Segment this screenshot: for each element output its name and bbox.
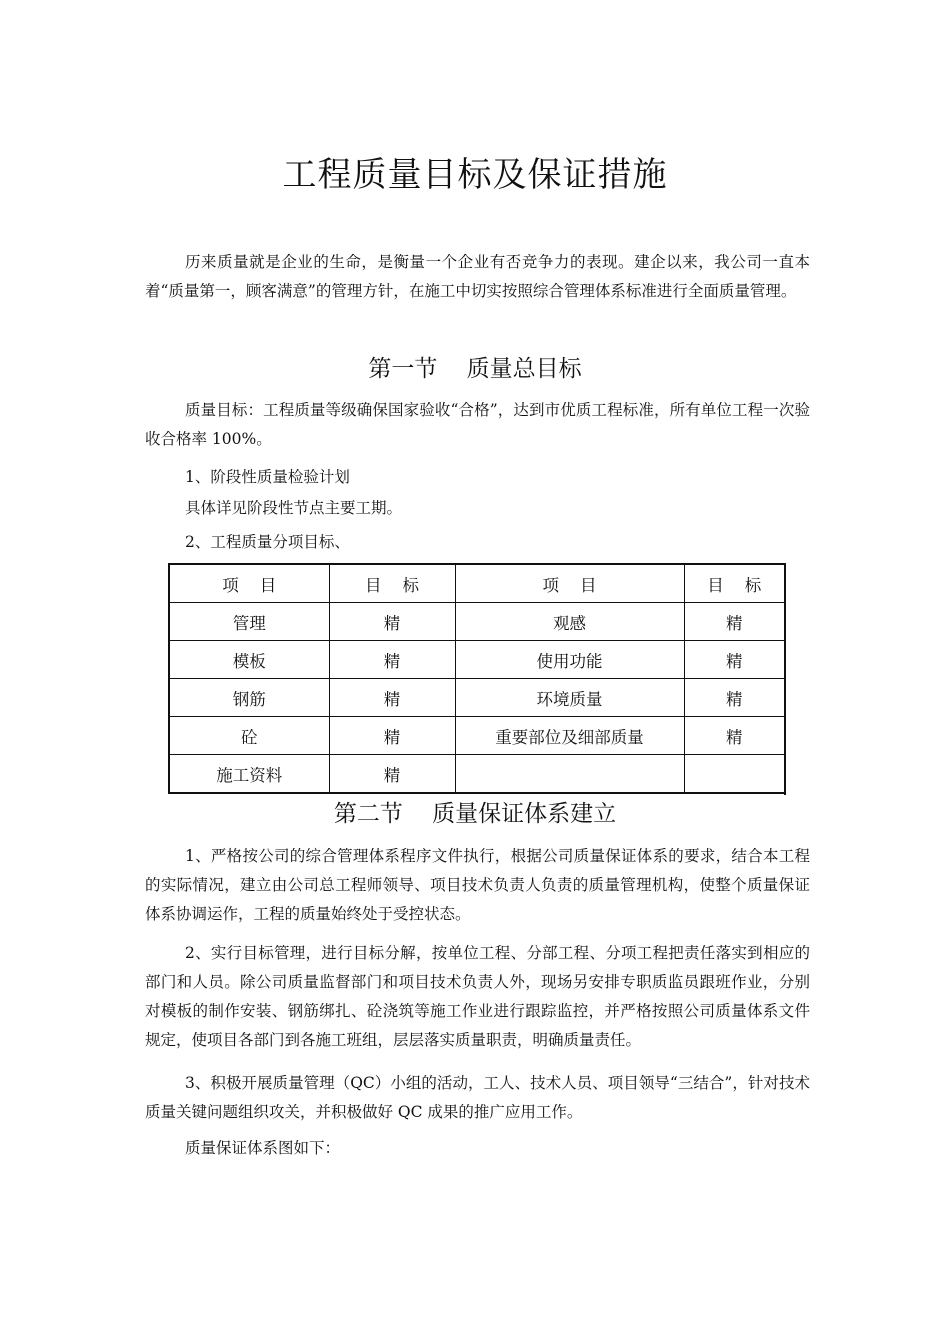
table-cell: 精 (684, 641, 785, 679)
page-title: 工程质量目标及保证措施 (282, 155, 668, 195)
item-1-stage-inspection: 1、阶段性质量检验计划 (185, 468, 350, 486)
table-cell: 精 (329, 641, 455, 679)
header-cell: 项 目 (455, 564, 684, 603)
table-cell: 使用功能 (455, 641, 684, 679)
table-cell (455, 755, 684, 794)
table-cell: 钢筋 (169, 679, 329, 717)
intro-paragraph: 历来质量就是企业的生命，是衡量一个企业有否竞争力的表现。建企以来，我公司一直本着“质量第一，顾客满意”的管理方针，在施工中切实按照综合管理体系标准进行全面质量管理。 (145, 253, 810, 300)
section-2-paragraph-3: 3、积极开展质量管理（QC）小组的活动，工人、技术人员、项目领导“三结合”，针对技术质量关键问题组织攻关，并积极做好 QC 成果的推广应用工作。 (145, 1074, 810, 1121)
quality-goal-paragraph: 质量目标：工程质量等级确保国家验收“合格”，达到市优质工程标准，所有单位工程一次验收合格率 100%。 (145, 401, 810, 448)
table-row (169, 717, 785, 755)
section-2-paragraph-1: 1、严格按公司的综合管理体系程序文件执行，根据公司质量保证体系的要求，结合本工程的实际情况，建立由公司总工程师领导、项目技术负责人负责的质量管理机构，使整个质量保证体系协调运作，工程的质量始终处于受控状态。 (145, 847, 810, 923)
table-cell: 精 (329, 603, 455, 641)
section-1-heading: 第一节 质量总目标 (368, 356, 582, 382)
table-cell: 精 (329, 679, 455, 717)
quality-target-table (168, 563, 786, 794)
table-cell (684, 755, 785, 794)
table-row (169, 641, 785, 679)
table-cell: 砼 (169, 717, 329, 755)
header-cell: 目 标 (684, 564, 785, 603)
system-diagram-caption: 质量保证体系图如下： (185, 1139, 341, 1157)
table-cell: 精 (684, 717, 785, 755)
section-2-paragraph-2: 2、实行目标管理，进行目标分解，按单位工程、分部工程、分项工程把责任落实到相应的部门和人员。除公司质量监督部门和项目技术负责人外，现场另安排专职质监员跟班作业，分别对模板的制作安装、钢筋绑扎、砼浇筑等施工作业进行跟踪监控，并严格按照公司质量体系文件规定，使项目各部门到各施工班组，层层落实质量职责，明确质量责任。 (145, 944, 810, 1049)
table-cell: 模板 (169, 641, 329, 679)
header-cell: 目 标 (329, 564, 455, 603)
table-right-border-line (784, 563, 786, 795)
item-2-subitem-goals: 2、工程质量分项目标、 (185, 533, 350, 551)
table-row (169, 679, 785, 717)
table-cell: 环境质量 (455, 679, 684, 717)
table-cell: 施工资料 (169, 755, 329, 794)
table-cell: 观感 (455, 603, 684, 641)
table-cell: 精 (684, 679, 785, 717)
table-cell: 精 (329, 755, 455, 794)
table-cell: 精 (329, 717, 455, 755)
section-2-heading: 第二节 质量保证体系建立 (333, 801, 617, 827)
table-header-row (169, 564, 785, 603)
header-cell: 项 目 (169, 564, 329, 603)
table-row (169, 755, 785, 794)
table-cell: 精 (684, 603, 785, 641)
table-row (169, 603, 785, 641)
table-cell: 重要部位及细部质量 (455, 717, 684, 755)
table-cell: 管理 (169, 603, 329, 641)
item-1-detail: 具体详见阶段性节点主要工期。 (185, 499, 403, 517)
